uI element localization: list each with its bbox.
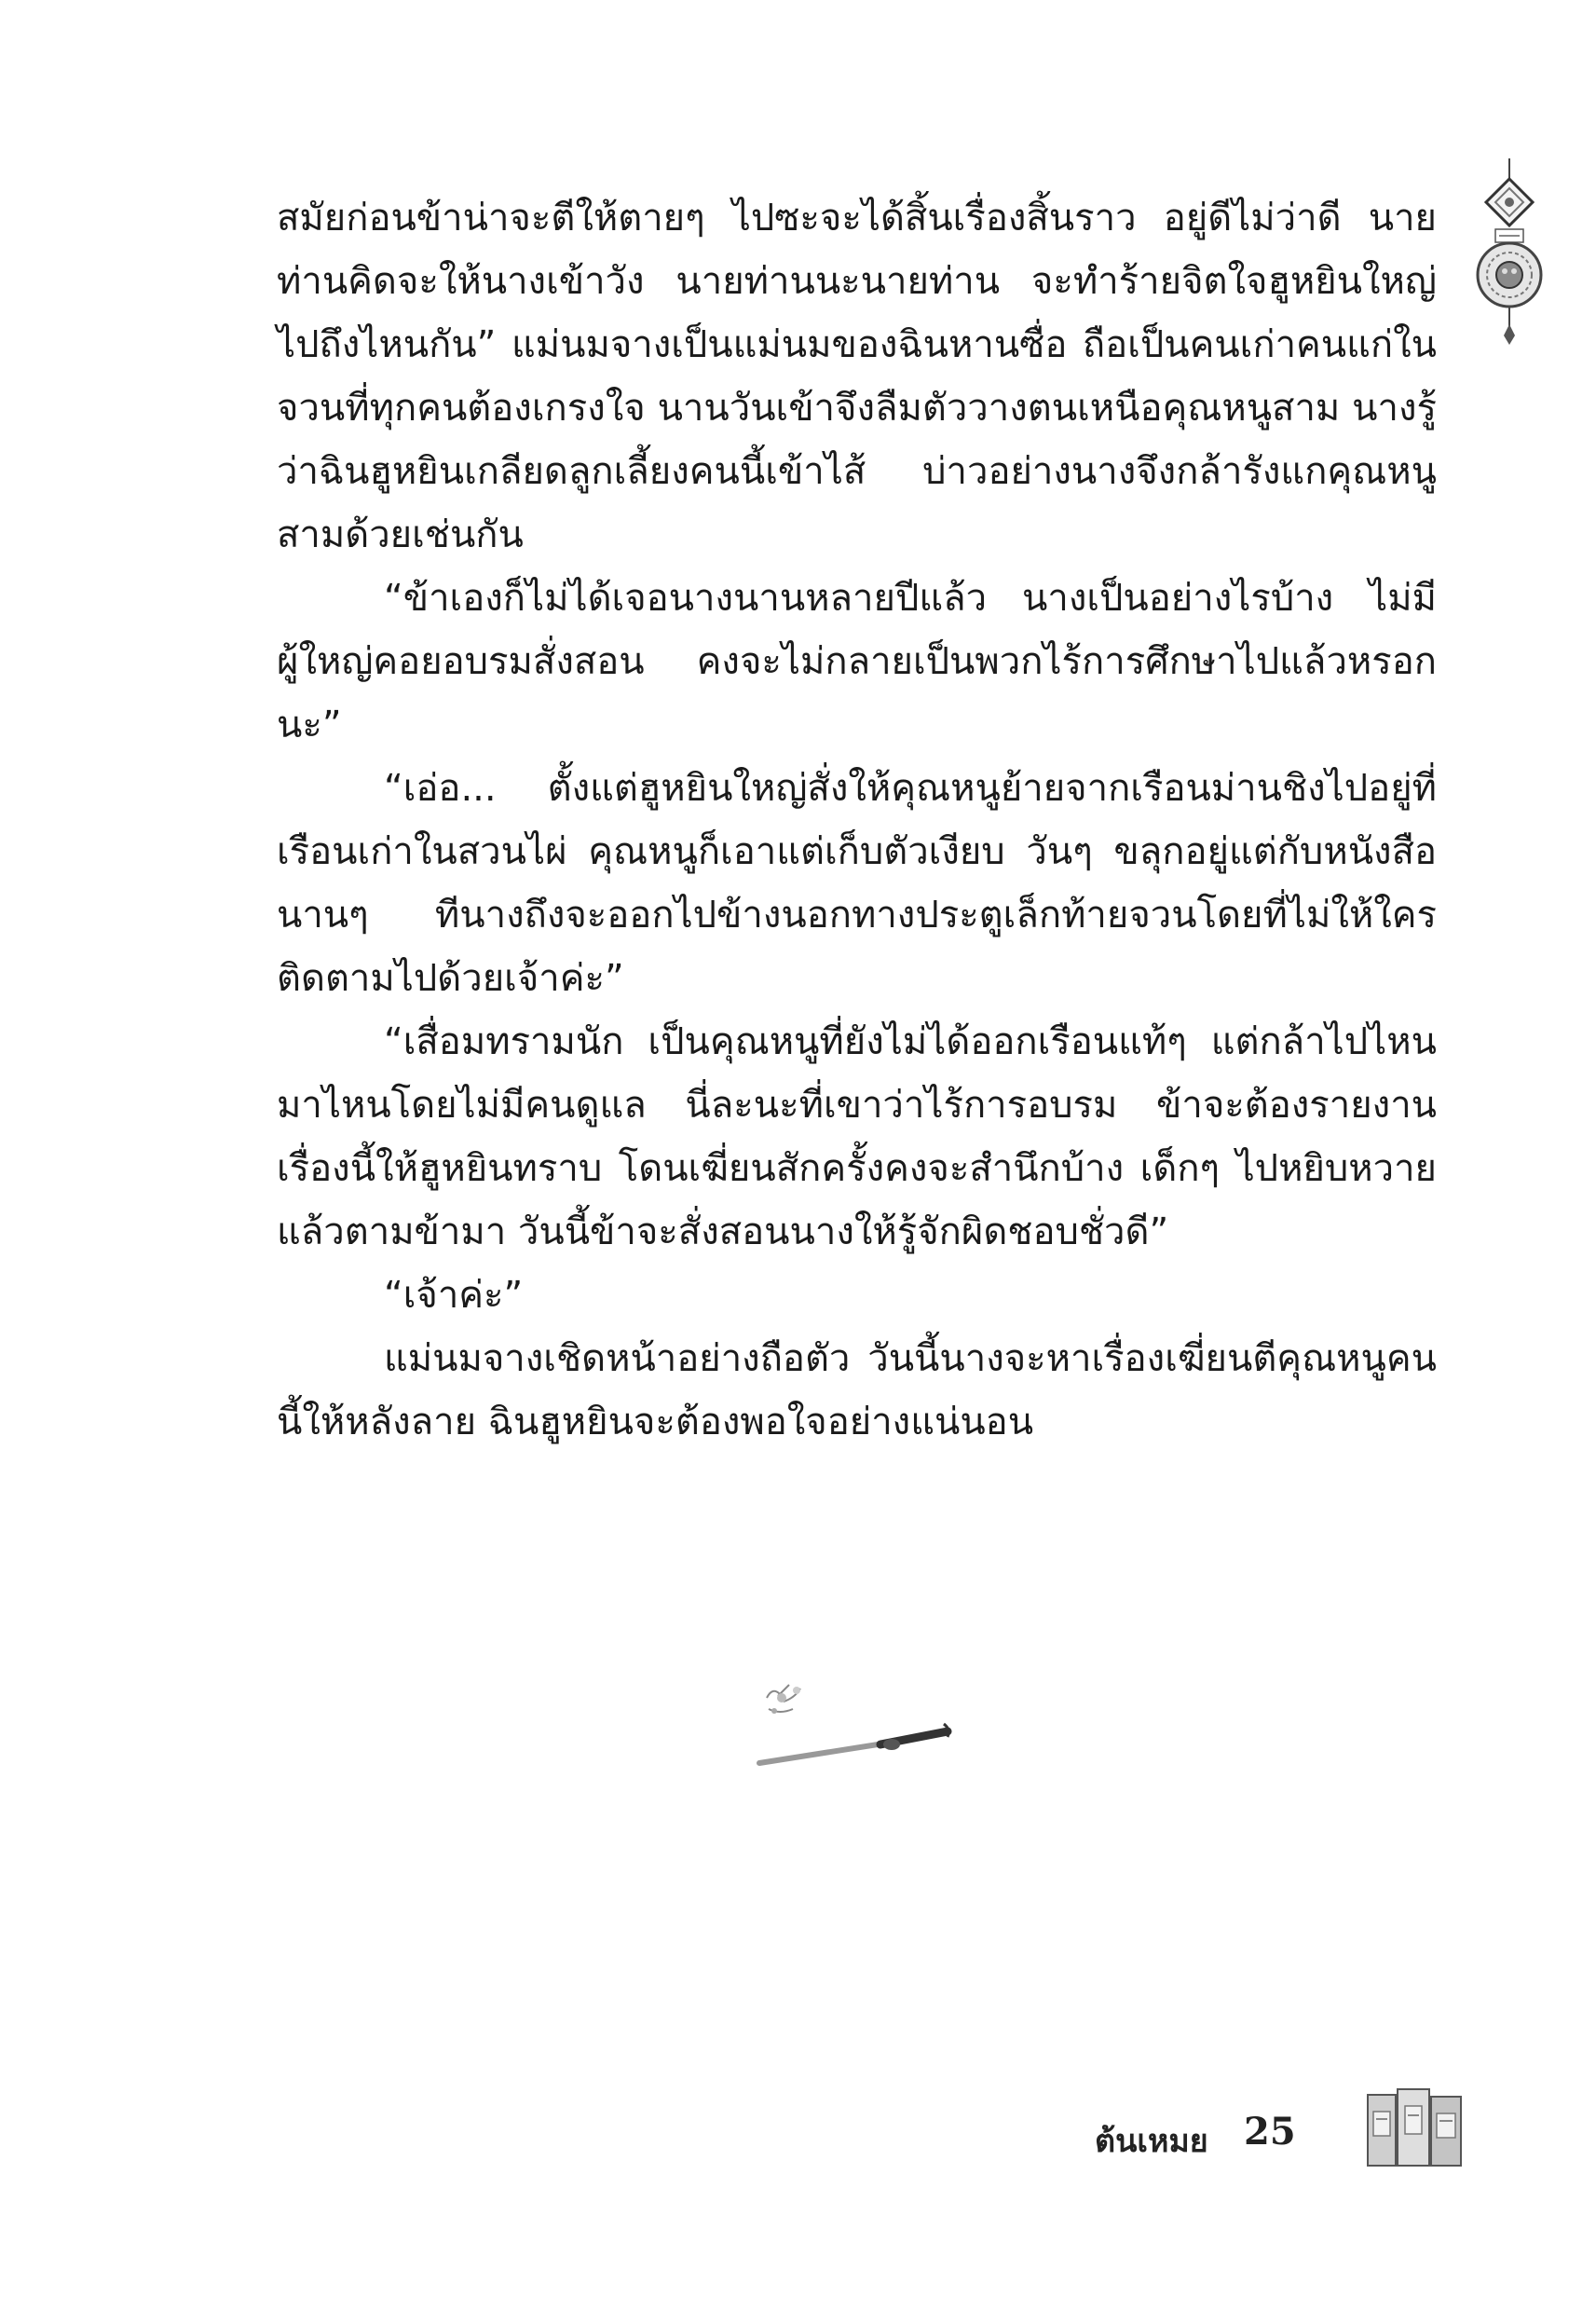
ink-brush-divider-icon [741, 1677, 955, 1780]
paragraph-4: “เสื่อมทรามนัก เป็นคุณหนูที่ยังไม่ได้ออกเรือนแท้ๆ แต่กล้าไปไหนมาไหนโดยไม่มีคนดูแล นี่ละนะที่เขาว่าไร้การอบรม ข้าจะต้องรายงานเรื่องนี้ให้ฮูหยินทราบ โดนเฆี่ยนสักครั้งคงจะสำนึกบ้าง เด็กๆ ไปหยิบหวายแล้วตามข้ามา วันนี้ข้าจะสั่งสอนนางให้รู้จักผิดชอบชั่วดี” [277, 1020, 1437, 1253]
paragraph-1: สมัยก่อนข้าน่าจะตีให้ตายๆ ไปซะจะได้สิ้นเรื่องสิ้นราว อยู่ดีไม่ว่าดี นายท่านคิดจะให้นางเข้าวัง นายท่านนะนายท่าน จะทำร้ายจิตใจฮูหยินใหญ่ไปถึงไหนกัน” แม่นมจางเป็นแม่นมของฉินหานซื่อ ถือเป็นคนเก่าคนแก่ในจวนที่ทุกคนต้องเกรงใจ นานวันเข้าจึงลืมตัววางตนเหนือคุณหนูสาม นางรู้ว่าฉินฮูหยินเกลียดลูกเลี้ยงคนนี้เข้าไส้ บ่าวอย่างนางจึงกล้ารังแกคุณหนูสามด้วยเช่นกัน [277, 197, 1437, 556]
stacked-books-icon [1362, 2085, 1466, 2169]
footer-book-title: ต้นเหมย [1095, 2123, 1208, 2160]
body-text [277, 186, 1437, 1454]
paragraph-3: “เอ่อ... ตั้งแต่ฮูหยินใหญ่สั่งให้คุณหนูย้ายจากเรือนม่านชิงไปอยู่ที่เรือนเก่าในสวนไผ่ คุณหนูก็เอาแต่เก็บตัวเงียบ วันๆ ขลุกอยู่แต่กับหนังสือ นานๆ ทีนางถึงจะออกไปข้างนอกทางประตูเล็กท้ายจวนโดยที่ไม่ให้ใครติดตามไปด้วยเจ้าค่ะ” [277, 767, 1437, 1000]
paragraph-5: “เจ้าค่ะ” [384, 1274, 524, 1317]
chinese-knot-ornament-icon [1467, 158, 1551, 345]
page-number: 25 [1244, 2110, 1296, 2154]
paragraph-2: “ข้าเองก็ไม่ได้เจอนางนานหลายปีแล้ว นางเป็นอย่างไรบ้าง ไม่มีผู้ใหญ่คอยอบรมสั่งสอน คงจะไม่กลายเป็นพวกไร้การศึกษาไปแล้วหรอกนะ” [277, 577, 1437, 746]
paragraph-6: แม่นมจางเชิดหน้าอย่างถือตัว วันนี้นางจะหาเรื่องเฆี่ยนตีคุณหนูคนนี้ให้หลังลาย ฉินฮูหยินจะต้องพอใจอย่างแน่นอน [277, 1337, 1437, 1443]
